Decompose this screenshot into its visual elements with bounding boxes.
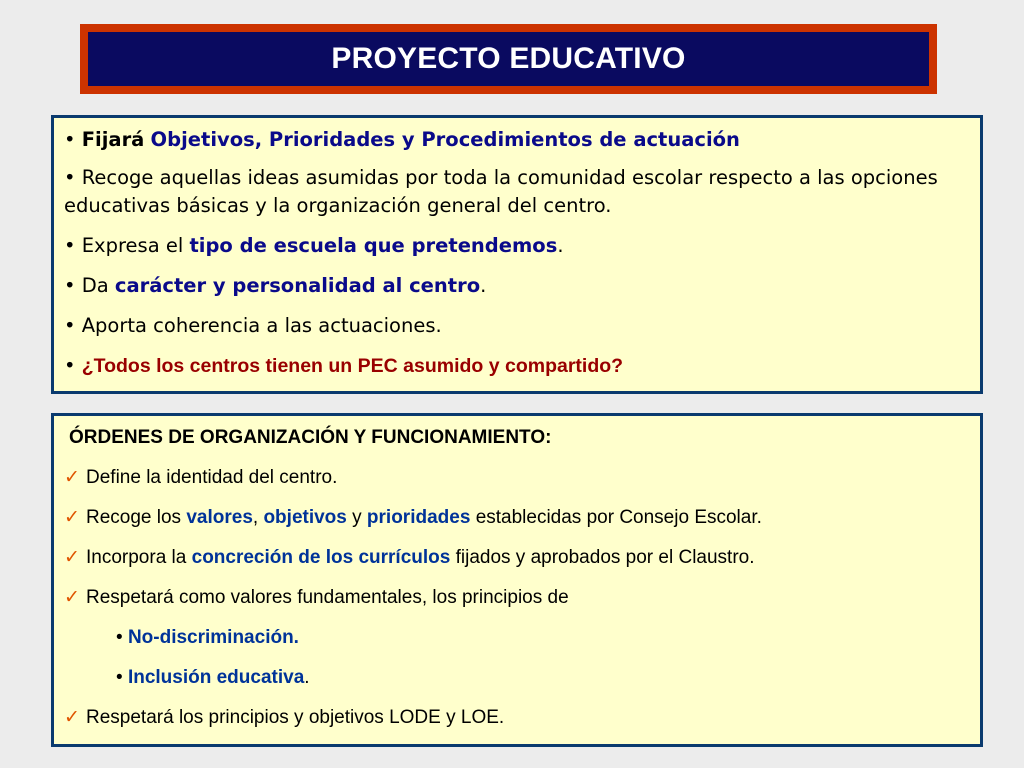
list-item-da — [64, 272, 970, 300]
ordenes-panel — [51, 413, 983, 747]
item-text: Aporta coherencia a las actuaciones. — [81, 314, 442, 337]
check-item-incorpora — [64, 545, 970, 571]
proyecto-educativo-panel — [51, 115, 983, 394]
item-text: Respetará los principios y objetivos LODE y LOE. — [86, 707, 505, 728]
list-item-fijara — [64, 126, 970, 154]
bullet: • — [64, 274, 76, 297]
check-item-identidad — [64, 465, 970, 491]
page-title: PROYECTO EDUCATIVO — [88, 32, 929, 86]
section-heading: ÓRDENES DE ORGANIZACIÓN Y FUNCIONAMIENTO: — [69, 427, 552, 448]
item-emphasis: objetivos — [263, 507, 347, 528]
check-icon: ✓ — [64, 587, 80, 608]
check-icon: ✓ — [64, 547, 80, 568]
list-item-recoge — [64, 164, 970, 220]
item-punct: , — [252, 507, 259, 528]
bullet: • — [64, 314, 76, 337]
question-text: ¿Todos los centros tienen un PEC asumido y compartido? — [81, 355, 624, 377]
bullet: • — [64, 234, 76, 257]
item-text: establecidas por Consejo Escolar. — [475, 507, 762, 528]
item-punct: . — [304, 667, 310, 688]
item-emphasis: No-discriminación. — [127, 627, 299, 648]
check-icon: ✓ — [64, 707, 80, 728]
item-text: Define la identidad del centro. — [86, 467, 338, 488]
item-emphasis: concreción de los currículos — [191, 547, 451, 568]
check-icon: ✓ — [64, 507, 80, 528]
item-punct: . — [480, 274, 487, 297]
item-punct: . — [557, 234, 564, 257]
bullet: • — [64, 354, 76, 377]
bullet: • — [116, 627, 123, 648]
item-text: Respetará como valores fundamentales, los principios de — [86, 587, 569, 608]
check-item-respetara-valores — [64, 585, 970, 611]
sub-item-no-discriminacion — [64, 625, 970, 651]
item-text: fijados y aprobados por el Claustro. — [455, 547, 755, 568]
bullet: • — [64, 128, 76, 151]
item-emphasis: Objetivos, Prioridades y Procedimientos de actuación — [150, 128, 740, 151]
list-item-expresa — [64, 232, 970, 260]
item-text: Recoge aquellas ideas asumidas por toda la comunidad escolar respecto a las opciones educativas básicas y la organización general del centro. — [64, 166, 938, 217]
item-text: Incorpora la — [86, 547, 187, 568]
item-emphasis: Inclusión educativa — [127, 667, 305, 688]
title-banner — [80, 24, 937, 94]
item-text: Da — [81, 274, 109, 297]
item-lead: Fijará — [81, 128, 145, 151]
check-item-recoge — [64, 505, 970, 531]
item-text: y — [352, 507, 362, 528]
check-item-lode-loe — [64, 705, 970, 731]
item-text: Recoge los — [86, 507, 182, 528]
bullet: • — [116, 667, 123, 688]
item-emphasis: carácter y personalidad al centro — [114, 274, 481, 297]
list-item-aporta — [64, 312, 970, 340]
item-emphasis: valores — [186, 507, 253, 528]
check-icon: ✓ — [64, 467, 80, 488]
item-emphasis: prioridades — [366, 507, 471, 528]
item-emphasis: tipo de escuela que pretendemos — [189, 234, 558, 257]
list-item-question — [64, 352, 970, 380]
bullet: • — [64, 166, 76, 189]
item-text: Expresa el — [81, 234, 184, 257]
sub-item-inclusion — [64, 665, 970, 691]
